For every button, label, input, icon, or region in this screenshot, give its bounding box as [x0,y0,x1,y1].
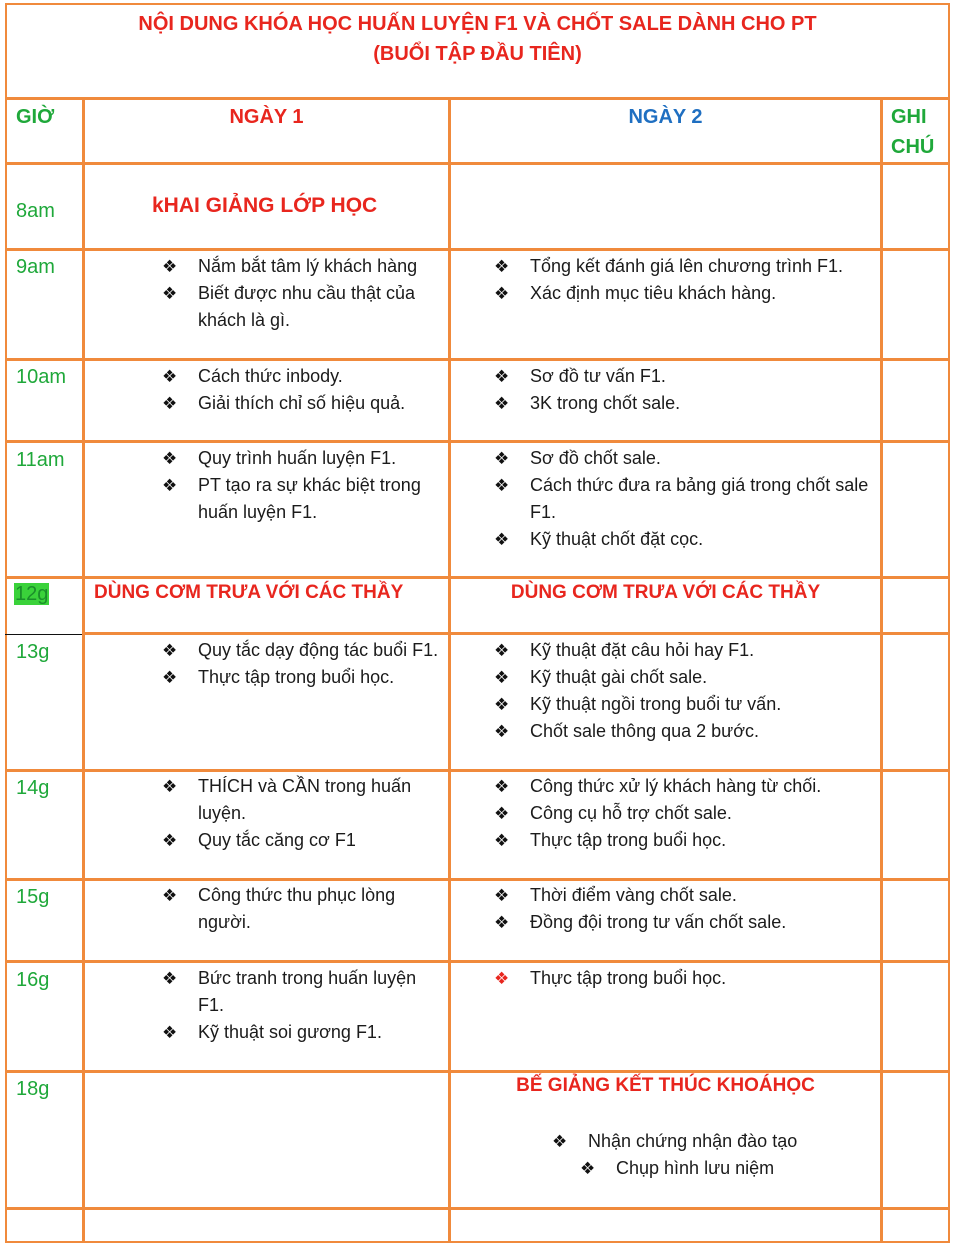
diamond-bullet-icon: ❖ [494,367,510,386]
day1-topic-list [136,773,446,854]
day2-topic-list [468,363,878,417]
list-item: ❖ Kỹ thuật ngồi trong buổi tư vấn. [468,691,878,718]
day2-closing-list [554,1155,874,1182]
document-title [5,3,950,99]
list-item: ❖ Cách thức inbody. [136,363,446,390]
list-item: ❖ Nhận chứng nhận đào tạo [526,1128,876,1155]
day1-topic-list [136,882,446,936]
diamond-bullet-icon: ❖ [552,1132,568,1151]
day2-topic-list [468,445,878,553]
diamond-bullet-icon: ❖ [494,449,510,468]
list-item: ❖ Nắm bắt tâm lý khách hàng [136,253,446,280]
grid-line [5,878,950,881]
list-item: ❖ Xác định mục tiêu khách hàng. [468,280,878,307]
list-item: ❖ Thực tập trong buổi học. [468,827,878,854]
list-item: ❖ Quy tắc căng cơ F1 [136,827,446,854]
diamond-bullet-icon: ❖ [162,257,178,276]
lunch-banner-day-1: DÙNG CƠM TRƯA VỚI CÁC THẦY [94,582,404,603]
time-label: 11am [16,449,65,471]
day2-topic-list [468,773,878,854]
day1-topic-list [136,965,446,1046]
header-day-2: NGÀY 2 [628,106,703,128]
diamond-bullet-icon: ❖ [494,530,510,549]
grid-line [5,576,950,579]
grid-line [880,97,883,1242]
list-item: ❖ Thực tập trong buổi học. [136,664,446,691]
title-line-1: NỘI DUNG KHÓA HỌC HUẤN LUYỆN F1 VÀ CHỐT SALE DÀNH CHO PT [138,13,817,35]
diamond-bullet-icon: ❖ [494,257,510,276]
list-item: ❖ Giải thích chỉ số hiệu quả. [136,390,446,417]
grid-line [5,960,950,963]
day2-topic-list [468,882,878,936]
list-item: ❖ Tổng kết đánh giá lên chương trình F1. [468,253,878,280]
diamond-bullet-icon: ❖ [162,367,178,386]
diamond-bullet-icon: ❖ [494,476,510,495]
diamond-bullet-icon: ❖ [494,284,510,303]
time-label: 15g [16,886,50,908]
lunch-banner-day-2: DÙNG CƠM TRƯA VỚI CÁC THẦY [510,582,821,603]
day2-topic-list [468,253,878,307]
time-label: 14g [16,777,50,799]
time-label: 9am [16,256,55,278]
grid-line [82,97,85,1242]
diamond-bullet-icon: ❖ [162,886,178,905]
grid-line [5,634,84,635]
time-label: 10am [16,366,67,388]
diamond-bullet-icon: ❖ [494,886,510,905]
time-label-highlighted: 12g [15,583,49,605]
list-item: ❖ THÍCH và CẦN trong huấn luyện. [136,773,446,827]
header-time: GIỜ [16,106,55,128]
diamond-bullet-icon: ❖ [494,777,510,796]
list-item: ❖ Kỹ thuật soi gương F1. [136,1019,446,1046]
diamond-bullet-icon: ❖ [494,394,510,413]
diamond-bullet-icon: ❖ [162,394,178,413]
diamond-bullet-icon: ❖ [494,695,510,714]
grid-line [5,440,950,443]
diamond-bullet-icon: ❖ [162,831,178,850]
grid-line [84,632,950,635]
header-day-1: NGÀY 1 [229,106,304,128]
list-item: ❖ Công cụ hỗ trợ chốt sale. [468,800,878,827]
time-label: 18g [16,1078,50,1100]
diamond-bullet-icon: ❖ [494,913,510,932]
time-label: 8am [16,200,55,222]
list-item: ❖ Công thức thu phục lòng người. [136,882,446,936]
list-item: ❖ Cách thức đưa ra bảng giá trong chốt sale F1. [468,472,878,526]
day1-topic-list [136,253,446,334]
grid-line [5,769,950,772]
grid-line [5,1207,950,1210]
list-item: ❖ Bức tranh trong huấn luyện F1. [136,965,446,1019]
header-note-line-1: GHI [891,106,927,128]
grid-line [5,1070,950,1073]
grid-line [5,162,950,165]
list-item: ❖ Kỹ thuật chốt đặt cọc. [468,526,878,553]
diamond-bullet-icon: ❖ [494,969,510,988]
diamond-bullet-icon: ❖ [162,476,178,495]
diamond-bullet-icon: ❖ [162,1023,178,1042]
diamond-bullet-icon: ❖ [162,969,178,988]
grid-line [5,97,950,100]
list-item: ❖ Biết được nhu cầu thật của khách là gì. [136,280,446,334]
header-note-line-2: CHÚ [891,136,935,158]
day1-topic-list [136,363,446,417]
header-note [891,102,934,162]
title-line-2: (BUỔI TẬP ĐẦU TIÊN) [373,43,582,65]
diamond-bullet-icon: ❖ [162,641,178,660]
list-item: ❖ Chụp hình lưu niệm [554,1155,874,1182]
day2-topic-list [468,637,878,745]
day2-closing-list [526,1128,876,1155]
list-item: ❖ 3K trong chốt sale. [468,390,878,417]
list-item: ❖ PT tạo ra sự khác biệt trong huấn luyện F1. [136,472,446,526]
list-item: ❖ Kỹ thuật gài chốt sale. [468,664,878,691]
list-item: ❖ Thời điểm vàng chốt sale. [468,882,878,909]
diamond-bullet-icon: ❖ [580,1159,596,1178]
list-item: ❖ Quy tắc dạy động tác buổi F1. [136,637,446,664]
time-label: 13g [16,641,50,663]
list-item: ❖ Đồng đội trong tư vấn chốt sale. [468,909,878,936]
grid-line [5,248,950,251]
list-item: ❖ Sơ đồ tư vấn F1. [468,363,878,390]
diamond-bullet-icon: ❖ [162,668,178,687]
grid-line [5,358,950,361]
course-schedule-table [5,3,950,1243]
diamond-bullet-icon: ❖ [494,668,510,687]
list-item: ❖ Công thức xử lý khách hàng từ chối. [468,773,878,800]
diamond-bullet-icon: ❖ [494,804,510,823]
opening-ceremony-title: kHAI GIẢNG LỚP HỌC [152,194,378,217]
list-item: ❖ Chốt sale thông qua 2 bước. [468,718,878,745]
diamond-bullet-icon: ❖ [494,641,510,660]
list-item: ❖ Quy trình huấn luyện F1. [136,445,446,472]
time-label: 16g [16,969,50,991]
list-item: ❖ Kỹ thuật đặt câu hỏi hay F1. [468,637,878,664]
list-item: ❖ Thực tập trong buổi học. [468,965,878,992]
diamond-bullet-icon: ❖ [162,449,178,468]
diamond-bullet-icon: ❖ [494,831,510,850]
day1-topic-list [136,445,446,526]
day1-topic-list [136,637,446,691]
day2-topic-list [468,965,878,992]
list-item: ❖ Sơ đồ chốt sale. [468,445,878,472]
diamond-bullet-icon: ❖ [494,722,510,741]
closing-ceremony-title: BẾ GIẢNG KẾT THÚC KHOÁHỌC [516,1075,815,1096]
grid-line [448,97,451,1242]
diamond-bullet-icon: ❖ [162,777,178,796]
diamond-bullet-icon: ❖ [162,284,178,303]
